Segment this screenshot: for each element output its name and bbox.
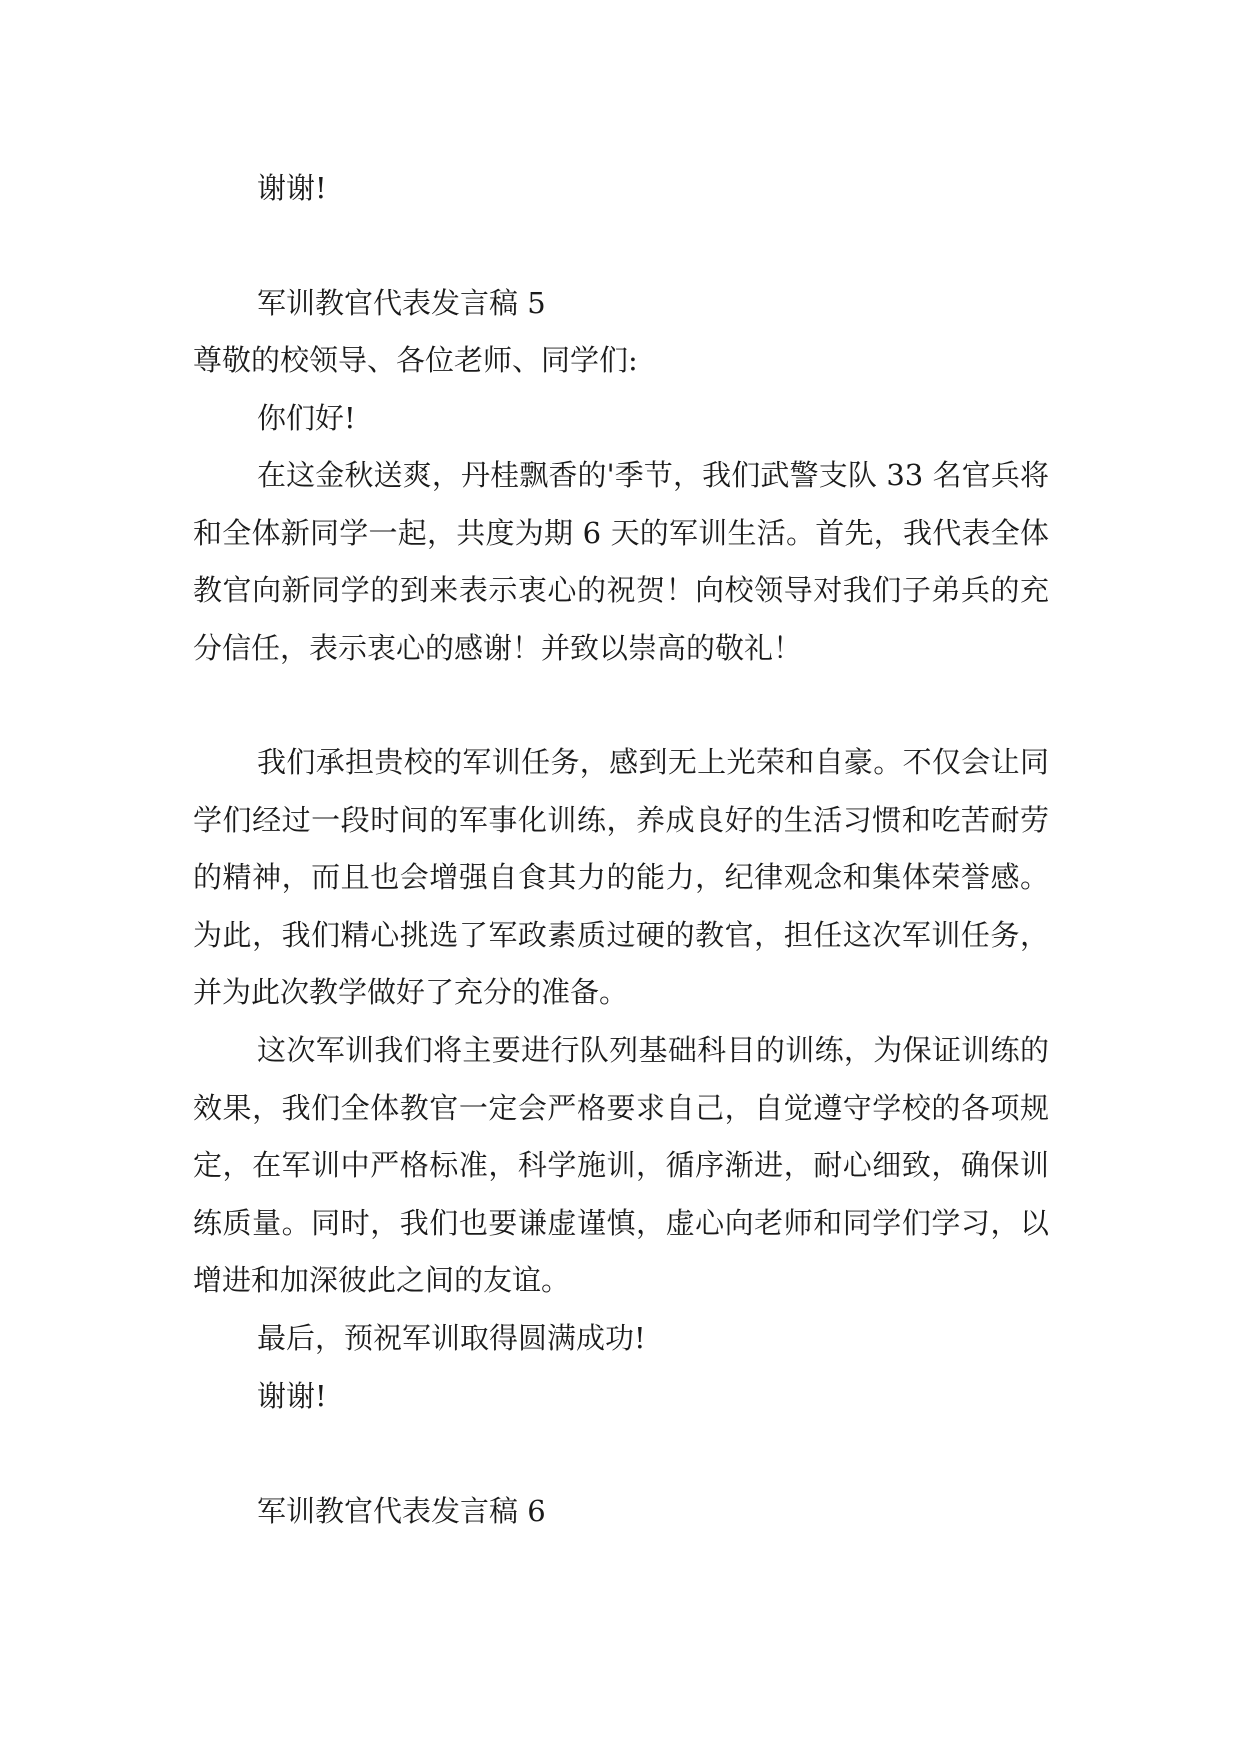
- section-5-heading: 军训教官代表发言稿 5: [257, 286, 546, 320]
- section-5-closing: 谢谢!: [257, 1379, 327, 1413]
- salutation: 尊敬的校领导、各位老师、同学们:: [193, 343, 638, 377]
- body-paragraph-3: 这次军训我们将主要进行队列基础科目的训练，为保证训练的效果，我们全体教官一定会严格要求自己，自觉遵守学校的各项规定，在军训中严格标准，科学施训，循序渐进，耐心细致，确保训练质量。同时，我们也要谦虚谨慎，虚心向老师和同学们学习，以增进和加深彼此之间的友谊。: [193, 1033, 1049, 1297]
- closing-wish: 最后，预祝军训取得圆满成功!: [257, 1321, 646, 1355]
- greeting: 你们好!: [257, 401, 356, 435]
- section-6-heading: 军训教官代表发言稿 6: [257, 1494, 546, 1528]
- body-paragraph-1: 在这金秋送爽，丹桂飘香的'季节，我们武警支队 33 名官兵将和全体新同学一起，共度为期 6 天的军训生活。首先，我代表全体教官向新同学的到来表示衷心的祝贺！向校领导对我们子弟兵的充分信任，表示衷心的感谢！并致以崇高的敬礼！: [193, 458, 1049, 665]
- body-paragraph-2: 我们承担贵校的军训任务，感到无上光荣和自豪。不仅会让同学们经过一段时间的军事化训练，养成良好的生活习惯和吃苦耐劳的精神，而且也会增强自食其力的能力，纪律观念和集体荣誉感。为此，我们精心挑选了军政素质过硬的教官，担任这次军训任务，并为此次教学做好了充分的准备。: [193, 745, 1049, 1009]
- previous-closing: 谢谢!: [257, 171, 327, 205]
